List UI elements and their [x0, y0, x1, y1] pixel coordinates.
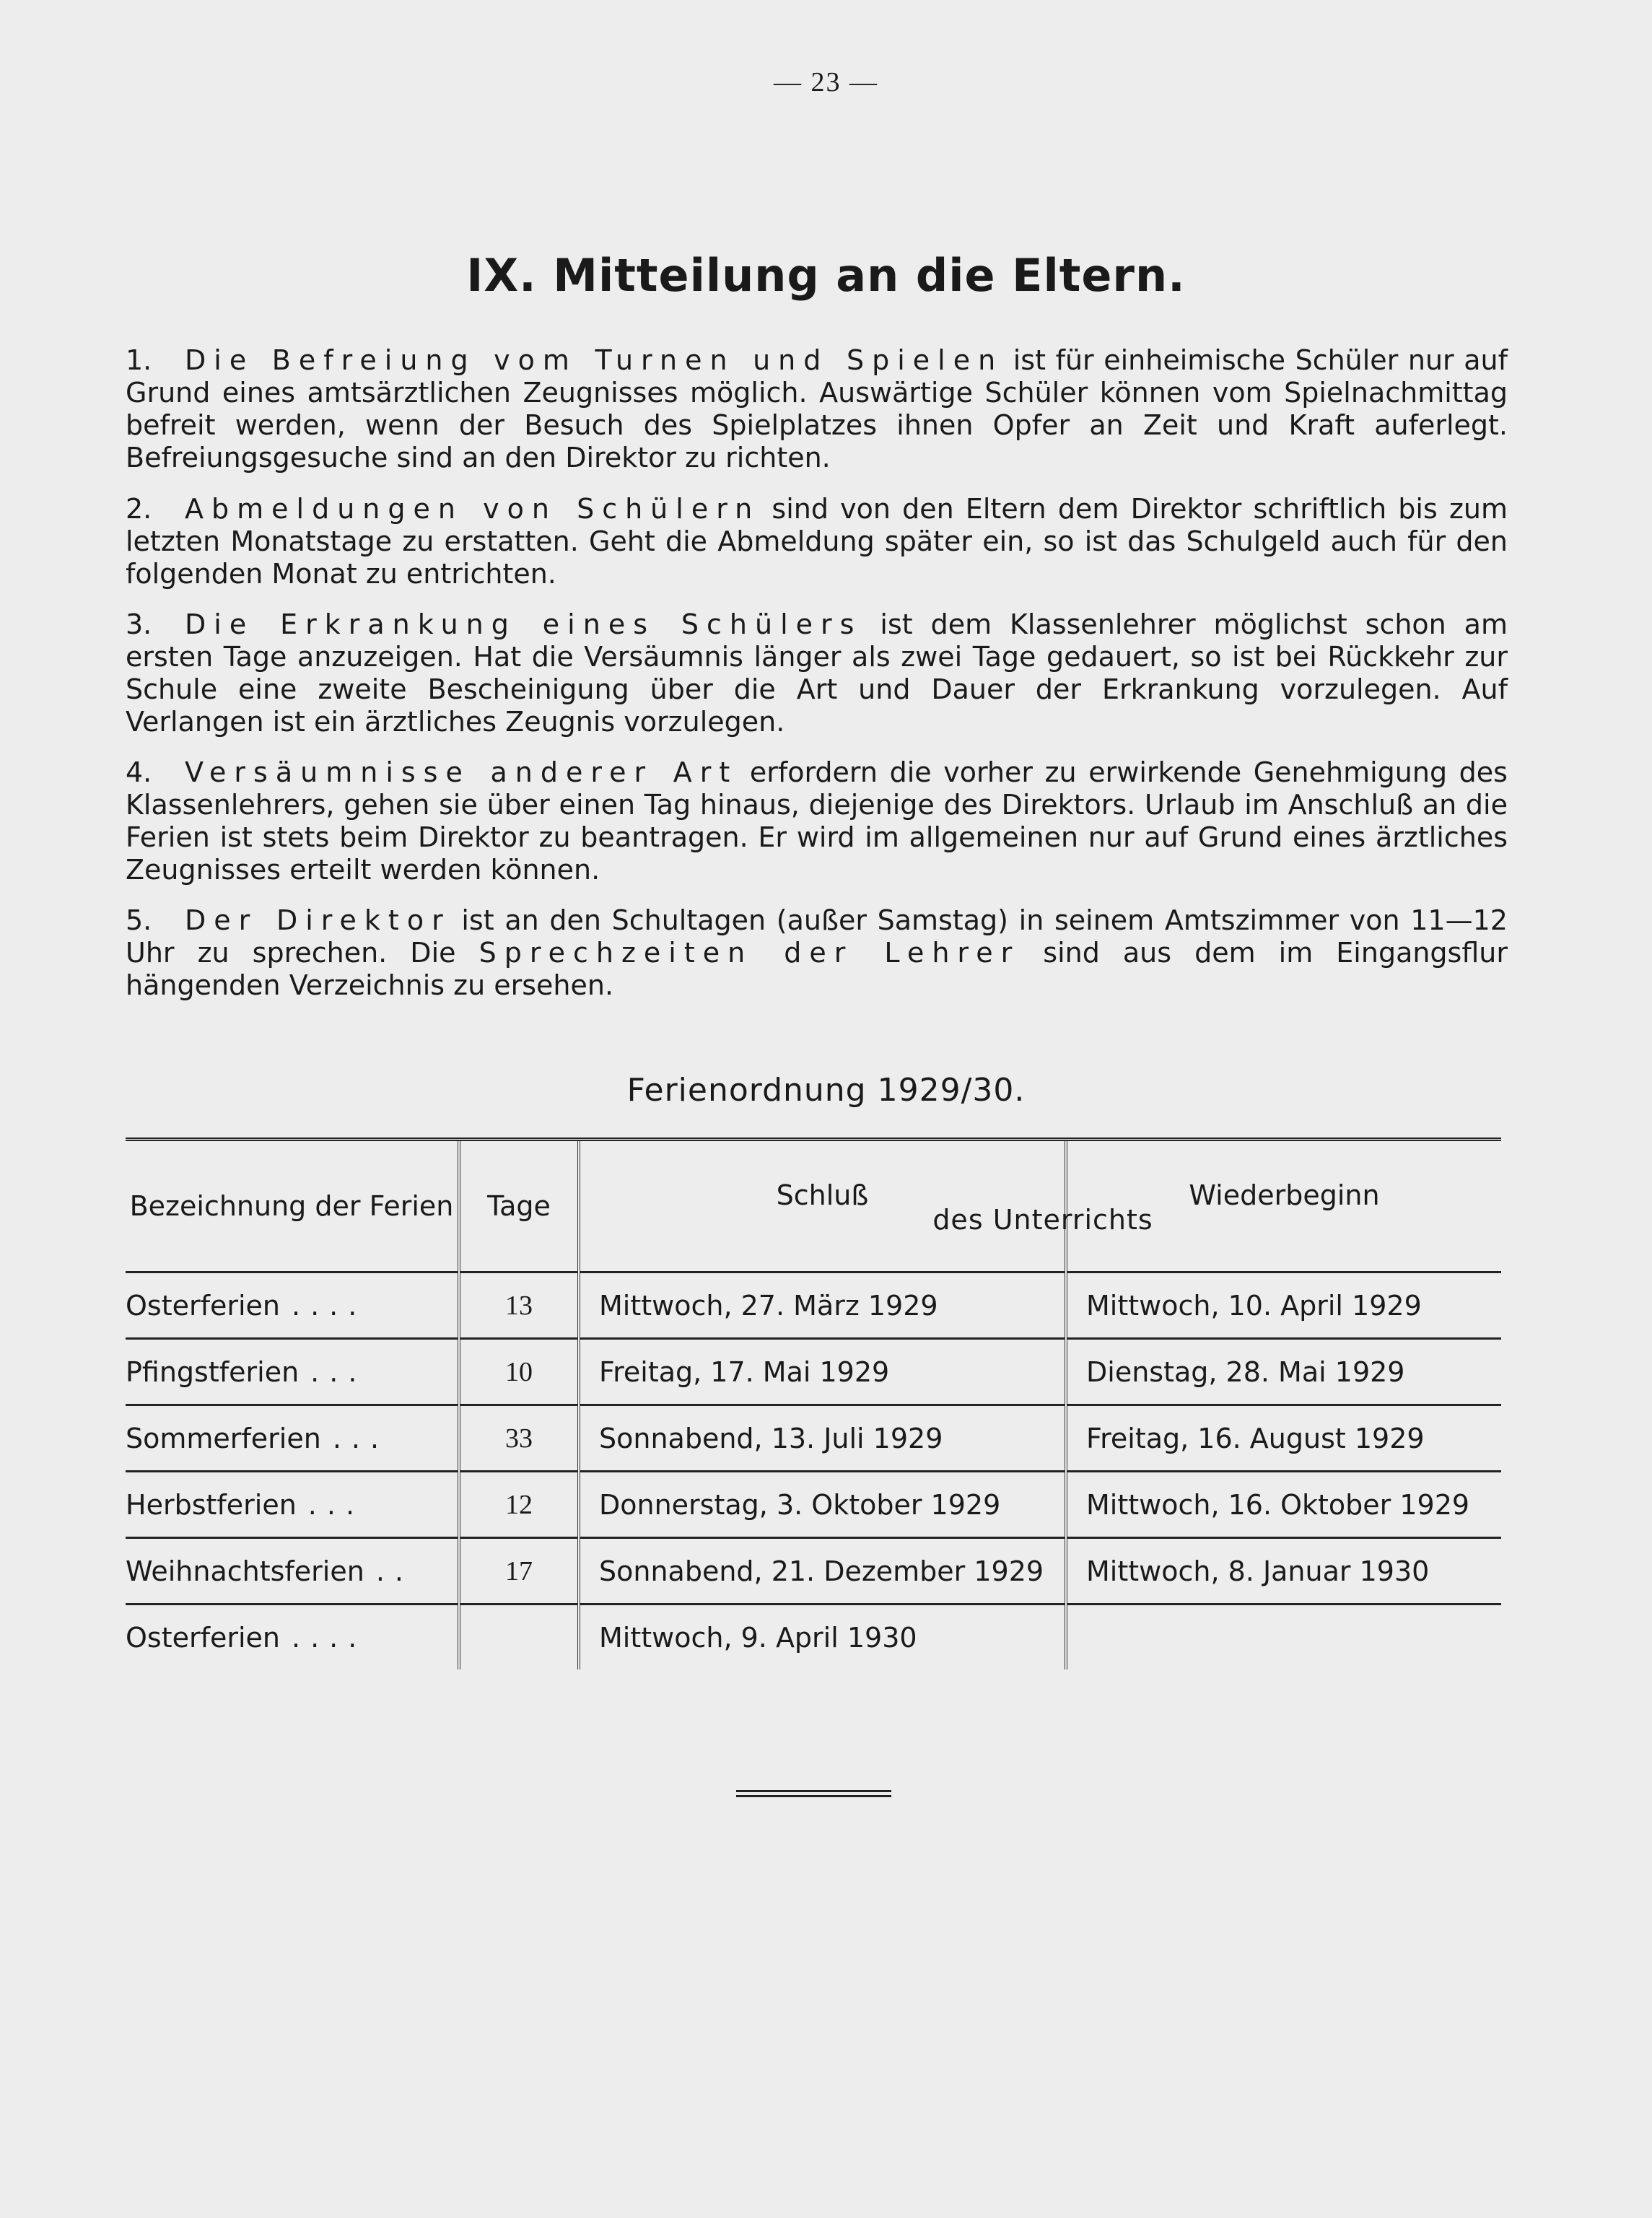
spaced-emphasis: Die Befreiung vom Turnen und Spielen — [185, 344, 1004, 376]
paragraph-text: sind von den Eltern dem Direktor schriftlich bis zum letzten Monatstage zu erstatten. Geht die Abmeldung später ein, so ist das Schulgeld auch für den folgenden Monat zu entrichten. — [126, 493, 1508, 590]
ferien-name-cell — [126, 1472, 459, 1538]
table-row — [126, 1538, 1501, 1604]
ferien-name-cell — [126, 1405, 459, 1472]
tage-cell: 33 — [459, 1405, 579, 1472]
wiederbeginn-cell: Dienstag, 28. Mai 1929 — [1066, 1339, 1501, 1405]
ferien-name: Herbstferien — [126, 1488, 297, 1521]
wiederbeginn-cell: Mittwoch, 16. Oktober 1929 — [1066, 1472, 1501, 1538]
tage-cell: 10 — [459, 1339, 579, 1405]
table-row — [126, 1272, 1501, 1339]
header-tage: Tage — [459, 1140, 579, 1272]
leader-dots: .... — [292, 1621, 367, 1654]
schluss-cell: Mittwoch, 9. April 1930 — [579, 1604, 1066, 1670]
paragraph-2 — [126, 493, 1508, 590]
header-des-unterrichts: des Unterrichts — [932, 1204, 1153, 1236]
spaced-emphasis: Sprechzeiten der Lehrer — [478, 937, 1021, 969]
schluss-cell: Freitag, 17. Mai 1929 — [579, 1339, 1066, 1405]
schluss-cell: Sonnabend, 13. Juli 1929 — [579, 1405, 1066, 1472]
table-row — [126, 1604, 1501, 1670]
paragraph-4 — [126, 756, 1508, 886]
ferien-name-cell — [126, 1538, 459, 1604]
tage-cell: 17 — [459, 1538, 579, 1604]
ferien-name: Sommerferien — [126, 1422, 321, 1454]
leader-dots: .. — [375, 1555, 414, 1587]
schluss-cell: Mittwoch, 27. März 1929 — [579, 1272, 1066, 1339]
table-title: Ferienordnung 1929/30. — [626, 1072, 1026, 1109]
paragraph-5 — [126, 904, 1508, 1002]
ferien-name: Weihnachtsferien — [126, 1555, 364, 1587]
table-body — [126, 1272, 1501, 1670]
leader-dots: ... — [310, 1355, 367, 1388]
ferien-name: Osterferien — [126, 1621, 281, 1654]
spaced-emphasis: Der Direktor — [185, 904, 451, 936]
table-row — [126, 1405, 1501, 1472]
ferien-name-cell — [126, 1604, 459, 1670]
spaced-emphasis: Versäumnisse anderer Art — [185, 756, 738, 788]
ferien-table — [126, 1138, 1501, 1669]
paragraph-text: ist für einheimische Schüler nur auf Grund eines amtsärztlichen Zeugnisses möglich. Auswärtige Schüler können vom Spielnachmittag befreit werden, wenn der Besuch des Spielplatzes ihnen Opfer an Zeit und Kraft auferlegt. Befreiungsgesuche sind an den Direktor zu richten. — [126, 344, 1508, 473]
schluss-cell: Sonnabend, 21. Dezember 1929 — [579, 1538, 1066, 1604]
schluss-cell: Donnerstag, 3. Oktober 1929 — [579, 1472, 1066, 1538]
wiederbeginn-cell: Mittwoch, 8. Januar 1930 — [1066, 1538, 1501, 1604]
header-bezeichnung: Bezeichnung der Ferien — [126, 1140, 459, 1272]
paragraph-1 — [126, 344, 1508, 474]
paragraph-number: 4. — [126, 756, 152, 788]
leader-dots: ... — [307, 1488, 365, 1521]
closing-rule — [736, 1790, 891, 1797]
paragraph-text: ist an den Schultagen (außer Samstag) in seinem Amtszimmer von 11—12 Uhr zu sprechen. Die — [126, 904, 1508, 969]
leader-dots: ... — [332, 1422, 390, 1454]
table-row — [126, 1472, 1501, 1538]
ferien-name-cell — [126, 1339, 459, 1405]
ferien-name: Pfingstferien — [126, 1355, 300, 1388]
paragraph-text: sind aus dem im Eingangsflur hängenden Verzeichnis zu ersehen. — [126, 937, 1508, 1001]
tage-cell: 12 — [459, 1472, 579, 1538]
paragraph-number: 1. — [126, 344, 152, 376]
wiederbeginn-cell: Mittwoch, 10. April 1929 — [1066, 1272, 1501, 1339]
table-header-row — [126, 1140, 1501, 1272]
section-heading: IX. Mitteilung an die Eltern. — [466, 249, 1186, 302]
paragraph-number: 5. — [126, 904, 152, 936]
tage-cell — [459, 1604, 579, 1670]
header-wiederbeginn: Wiederbeginn — [1189, 1179, 1380, 1211]
ferien-name: Osterferien — [126, 1289, 281, 1322]
paragraph-number: 2. — [126, 493, 152, 525]
spaced-emphasis: Die Erkrankung eines Schülers — [185, 608, 862, 640]
table-row — [126, 1339, 1501, 1405]
wiederbeginn-cell — [1066, 1604, 1501, 1670]
paragraph-text: ist dem Klassenlehrer möglichst schon am ersten Tage anzuzeigen. Hat die Versäumnis länger als zwei Tage gedauert, so ist bei Rückkehr zur Schule eine zweite Bescheinigung über die Art und Dauer der Erkrankung vorzulegen. Auf Verlangen ist ein ärztliches Zeugnis vorzulegen. — [126, 608, 1508, 738]
paragraph-number: 3. — [126, 608, 152, 640]
paragraph-text: erfordern die vorher zu erwirkende Genehmigung des Klassenlehrers, gehen sie über einen Tag hinaus, diejenige des Direktors. Urlaub im Anschluß an die Ferien ist stets beim Direktor zu beantragen. Er wird im allgemeinen nur auf Grund eines ärztliches Zeugnisses erteilt werden können. — [126, 756, 1508, 886]
leader-dots: .... — [292, 1289, 367, 1322]
paragraph-3 — [126, 608, 1508, 738]
tage-cell: 13 — [459, 1272, 579, 1339]
ferien-name-cell — [126, 1272, 459, 1339]
spaced-emphasis: Abmeldungen von Schülern — [185, 493, 761, 525]
page-number: — 23 — — [774, 67, 878, 97]
wiederbeginn-cell: Freitag, 16. August 1929 — [1066, 1405, 1501, 1472]
header-schluss: Schluß — [776, 1179, 869, 1211]
